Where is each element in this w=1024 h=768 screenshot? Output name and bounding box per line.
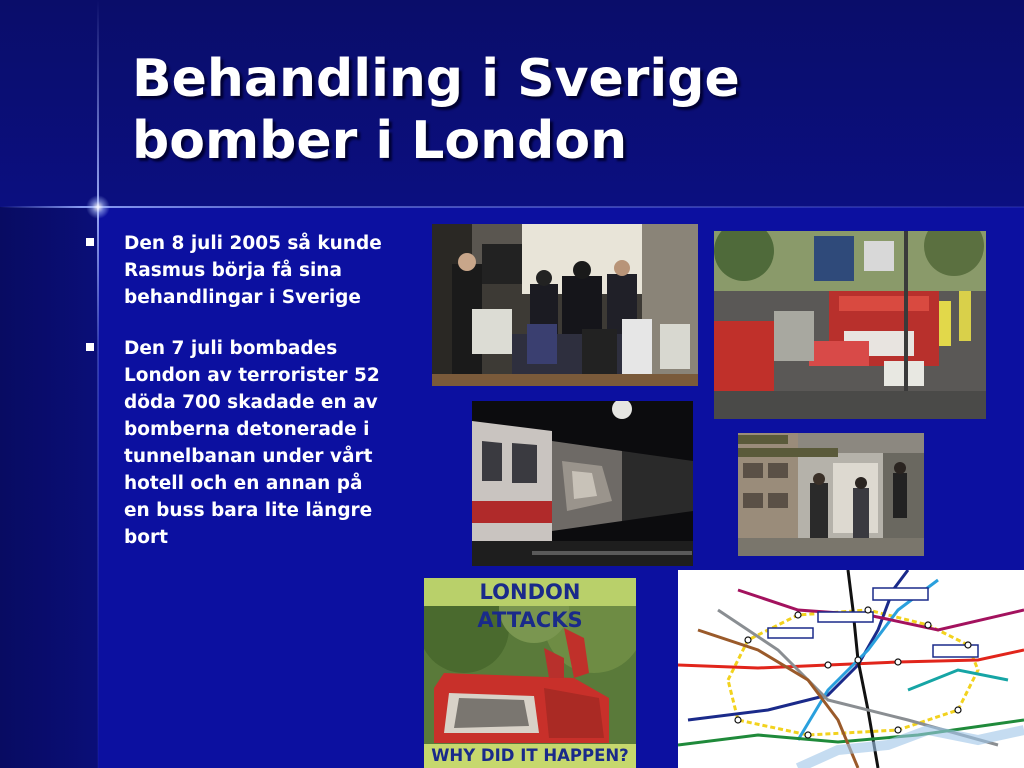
photo-news-graphic: [424, 578, 636, 768]
photo-cctv-suspects: [738, 433, 924, 556]
title-line-1: Behandling i Sverige: [132, 49, 740, 109]
news-headline: LONDON ATTACKS: [424, 578, 636, 606]
bullet-text: Den 8 juli 2005 så kunde Rasmus börja få sina behandlingar i Sverige: [124, 233, 382, 308]
photo-underground-map: [678, 570, 1024, 768]
left-strip: [0, 207, 98, 768]
slide-title: [132, 48, 992, 172]
photo-tube-carriage: [472, 401, 693, 566]
photo-emergency-workers: [432, 224, 698, 386]
bullet-text: Den 7 juli bombades London av terrorister 52 döda 700 skadade en av bomberna detonerade i tunnelbanan under vårt hotell och en annan på en buss bara lite längre bort: [124, 338, 380, 548]
news-footer: WHY DID IT HAPPEN?: [424, 744, 636, 768]
bullet-marker-icon: [86, 343, 94, 351]
bullet-item: [86, 230, 386, 311]
photo-bus-street: [714, 231, 986, 419]
title-line-2: bomber i London: [132, 111, 628, 171]
divider-horizontal: [0, 206, 1024, 208]
light-flare: [86, 195, 110, 219]
bullet-marker-icon: [86, 238, 94, 246]
bullet-list: [86, 230, 386, 575]
bullet-item: [86, 335, 386, 551]
